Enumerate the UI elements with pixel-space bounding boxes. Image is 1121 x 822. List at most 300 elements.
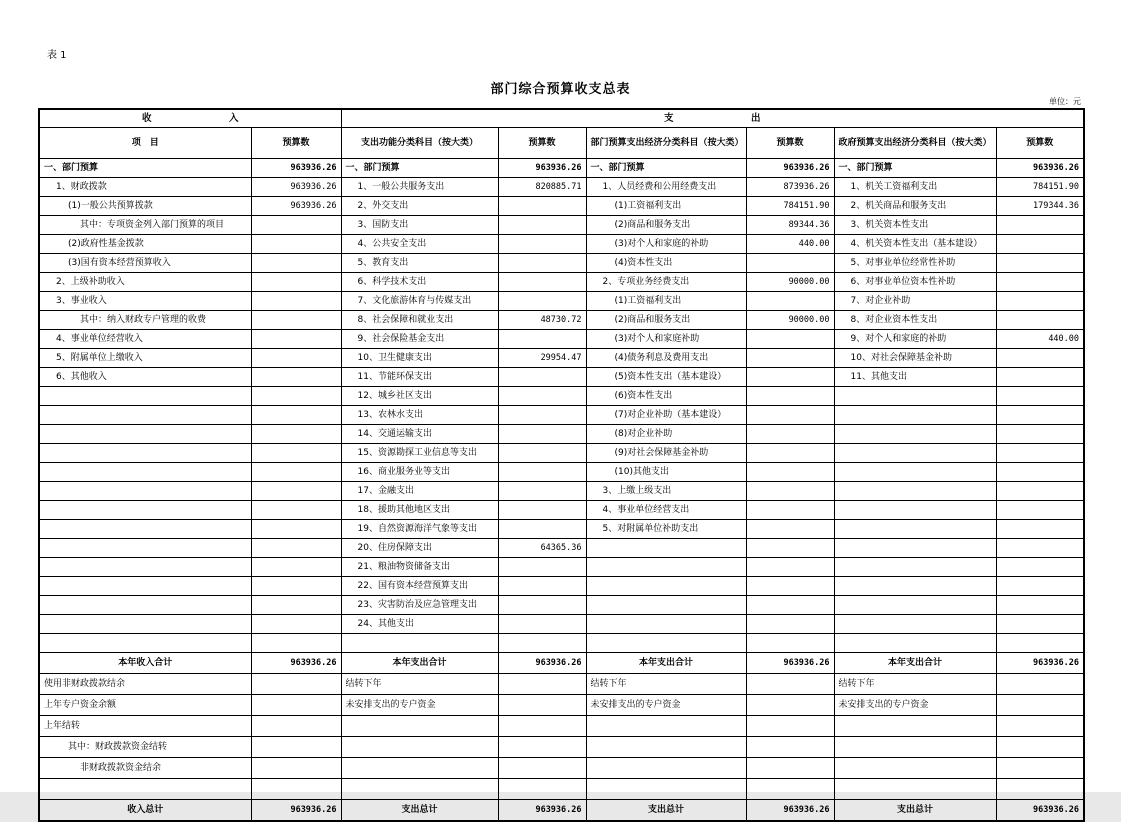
amount-cell: 963936.26 bbox=[251, 178, 341, 197]
amount-cell bbox=[498, 216, 586, 235]
table-row bbox=[39, 178, 1084, 197]
item-cell bbox=[341, 737, 498, 758]
total-row bbox=[39, 800, 1084, 822]
amount-cell: 963936.26 bbox=[996, 653, 1084, 674]
amount-cell bbox=[498, 463, 586, 482]
table-row bbox=[39, 425, 1084, 444]
item-cell: (7)对企业补助（基本建设） bbox=[586, 406, 746, 425]
item-cell bbox=[834, 779, 996, 800]
amount-cell: 963936.26 bbox=[996, 159, 1084, 178]
item-cell: 4、机关资本性支出（基本建设） bbox=[834, 235, 996, 254]
amount-cell bbox=[251, 501, 341, 520]
item-cell: 本年收入合计 bbox=[39, 653, 251, 674]
item-cell bbox=[834, 615, 996, 634]
item-cell: 未安排支出的专户资金 bbox=[341, 695, 498, 716]
amount-cell bbox=[746, 737, 834, 758]
amount-cell bbox=[251, 311, 341, 330]
item-cell bbox=[586, 577, 746, 596]
table-row bbox=[39, 387, 1084, 406]
amount-cell bbox=[746, 634, 834, 653]
amount-cell bbox=[746, 539, 834, 558]
item-cell: 4、事业单位经营收入 bbox=[39, 330, 251, 349]
item-cell bbox=[834, 463, 996, 482]
amount-cell bbox=[996, 501, 1084, 520]
item-cell bbox=[586, 615, 746, 634]
amount-cell bbox=[746, 349, 834, 368]
amount-cell: 820885.71 bbox=[498, 178, 586, 197]
amount-cell bbox=[746, 558, 834, 577]
item-cell bbox=[39, 577, 251, 596]
amount-cell: 963936.26 bbox=[498, 653, 586, 674]
amount-cell bbox=[251, 520, 341, 539]
item-cell: 支出总计 bbox=[586, 800, 746, 822]
item-cell: 结转下年 bbox=[341, 674, 498, 695]
amount-cell: 440.00 bbox=[996, 330, 1084, 349]
item-cell: 一、部门预算 bbox=[341, 159, 498, 178]
item-cell: 6、其他收入 bbox=[39, 368, 251, 387]
amount-cell bbox=[498, 444, 586, 463]
item-cell: 10、卫生健康支出 bbox=[341, 349, 498, 368]
item-cell: (3)国有资本经营预算收入 bbox=[39, 254, 251, 273]
amount-cell: 90000.00 bbox=[746, 273, 834, 292]
col-header-budget-4: 预算数 bbox=[996, 128, 1084, 159]
amount-cell bbox=[498, 482, 586, 501]
amount-cell bbox=[746, 463, 834, 482]
amount-cell bbox=[996, 737, 1084, 758]
item-cell: 非财政拨款资金结余 bbox=[39, 758, 251, 779]
amount-cell bbox=[498, 254, 586, 273]
col-header-gov-econ-class: 政府预算支出经济分类科目（按大类） bbox=[834, 128, 996, 159]
item-cell: 15、资源勘探工业信息等支出 bbox=[341, 444, 498, 463]
amount-cell bbox=[251, 349, 341, 368]
amount-cell: 963936.26 bbox=[251, 800, 341, 822]
amount-cell: 440.00 bbox=[746, 235, 834, 254]
item-cell: 2、上级补助收入 bbox=[39, 273, 251, 292]
item-cell: 3、国防支出 bbox=[341, 216, 498, 235]
amount-cell: 29954.47 bbox=[498, 349, 586, 368]
amount-cell bbox=[996, 387, 1084, 406]
amount-cell: 963936.26 bbox=[746, 653, 834, 674]
item-cell bbox=[834, 482, 996, 501]
item-cell: 未安排支出的专户资金 bbox=[586, 695, 746, 716]
table-row bbox=[39, 292, 1084, 311]
item-cell bbox=[39, 615, 251, 634]
table-row bbox=[39, 197, 1084, 216]
total-row bbox=[39, 716, 1084, 737]
item-cell: 9、社会保险基金支出 bbox=[341, 330, 498, 349]
amount-cell bbox=[251, 558, 341, 577]
item-cell: 2、专项业务经费支出 bbox=[586, 273, 746, 292]
amount-cell bbox=[498, 758, 586, 779]
amount-cell bbox=[746, 292, 834, 311]
amount-cell bbox=[746, 520, 834, 539]
amount-cell: 48730.72 bbox=[498, 311, 586, 330]
item-cell bbox=[834, 501, 996, 520]
amount-cell bbox=[996, 349, 1084, 368]
budget-table bbox=[38, 108, 1085, 822]
item-cell: 5、附属单位上缴收入 bbox=[39, 349, 251, 368]
amount-cell bbox=[746, 425, 834, 444]
item-cell: (2)政府性基金拨款 bbox=[39, 235, 251, 254]
item-cell: 使用非财政拨款结余 bbox=[39, 674, 251, 695]
item-cell: 一、部门预算 bbox=[586, 159, 746, 178]
amount-cell bbox=[251, 716, 341, 737]
amount-cell bbox=[996, 577, 1084, 596]
item-cell bbox=[586, 758, 746, 779]
item-cell: 一、部门预算 bbox=[39, 159, 251, 178]
amount-cell bbox=[996, 444, 1084, 463]
item-cell bbox=[586, 558, 746, 577]
amount-cell bbox=[746, 254, 834, 273]
item-cell: 9、对个人和家庭的补助 bbox=[834, 330, 996, 349]
amount-cell bbox=[746, 387, 834, 406]
item-cell: (2)商品和服务支出 bbox=[586, 216, 746, 235]
table-row bbox=[39, 330, 1084, 349]
amount-cell bbox=[498, 674, 586, 695]
amount-cell bbox=[746, 577, 834, 596]
col-header-function-class: 支出功能分类科目（按大类） bbox=[341, 128, 498, 159]
table-row bbox=[39, 577, 1084, 596]
amount-cell bbox=[996, 758, 1084, 779]
table-row bbox=[39, 634, 1084, 653]
item-cell: 结转下年 bbox=[834, 674, 996, 695]
item-cell bbox=[341, 779, 498, 800]
table-row bbox=[39, 558, 1084, 577]
amount-cell bbox=[746, 695, 834, 716]
amount-cell bbox=[251, 463, 341, 482]
amount-cell bbox=[251, 482, 341, 501]
item-cell: 上年结转 bbox=[39, 716, 251, 737]
amount-cell bbox=[498, 425, 586, 444]
amount-cell bbox=[498, 695, 586, 716]
item-cell: 13、农林水支出 bbox=[341, 406, 498, 425]
item-cell: 4、事业单位经营支出 bbox=[586, 501, 746, 520]
table-row bbox=[39, 539, 1084, 558]
item-cell: (1)一般公共预算拨款 bbox=[39, 197, 251, 216]
amount-cell bbox=[251, 292, 341, 311]
amount-cell bbox=[498, 596, 586, 615]
table-row bbox=[39, 311, 1084, 330]
amount-cell bbox=[251, 444, 341, 463]
amount-cell bbox=[251, 577, 341, 596]
item-cell bbox=[586, 634, 746, 653]
item-cell: 11、其他支出 bbox=[834, 368, 996, 387]
table-row bbox=[39, 159, 1084, 178]
amount-cell bbox=[498, 406, 586, 425]
item-cell bbox=[39, 558, 251, 577]
item-cell: 5、对附属单位补助支出 bbox=[586, 520, 746, 539]
amount-cell bbox=[996, 634, 1084, 653]
item-cell: (5)资本性支出（基本建设） bbox=[586, 368, 746, 387]
amount-cell bbox=[996, 292, 1084, 311]
item-cell: (8)对企业补助 bbox=[586, 425, 746, 444]
table-row bbox=[39, 463, 1084, 482]
item-cell: 本年支出合计 bbox=[834, 653, 996, 674]
item-cell: 23、灾害防治及应急管理支出 bbox=[341, 596, 498, 615]
amount-cell bbox=[251, 634, 341, 653]
amount-cell bbox=[746, 368, 834, 387]
item-cell bbox=[39, 596, 251, 615]
item-cell: 4、公共安全支出 bbox=[341, 235, 498, 254]
item-cell: 5、教育支出 bbox=[341, 254, 498, 273]
amount-cell bbox=[251, 779, 341, 800]
table-row bbox=[39, 349, 1084, 368]
item-cell: (6)资本性支出 bbox=[586, 387, 746, 406]
item-cell: 20、住房保障支出 bbox=[341, 539, 498, 558]
item-cell: 17、金融支出 bbox=[341, 482, 498, 501]
item-cell bbox=[341, 634, 498, 653]
item-cell: 一、部门预算 bbox=[834, 159, 996, 178]
item-cell: 其中：专项资金列入部门预算的项目 bbox=[39, 216, 251, 235]
amount-cell bbox=[996, 539, 1084, 558]
item-cell: (1)工资福利支出 bbox=[586, 197, 746, 216]
amount-cell bbox=[746, 674, 834, 695]
item-cell bbox=[586, 596, 746, 615]
item-cell: 1、一般公共服务支出 bbox=[341, 178, 498, 197]
amount-cell bbox=[251, 737, 341, 758]
item-cell: 10、对社会保障基金补助 bbox=[834, 349, 996, 368]
amount-cell: 784151.90 bbox=[746, 197, 834, 216]
item-cell bbox=[834, 577, 996, 596]
table-row bbox=[39, 596, 1084, 615]
item-cell: 3、事业收入 bbox=[39, 292, 251, 311]
amount-cell bbox=[498, 615, 586, 634]
amount-cell bbox=[746, 406, 834, 425]
amount-cell: 963936.26 bbox=[251, 197, 341, 216]
item-cell bbox=[834, 444, 996, 463]
item-cell: (1)工资福利支出 bbox=[586, 292, 746, 311]
amount-cell bbox=[251, 596, 341, 615]
amount-cell bbox=[251, 273, 341, 292]
item-cell: 1、人员经费和公用经费支出 bbox=[586, 178, 746, 197]
item-cell: 支出总计 bbox=[834, 800, 996, 822]
amount-cell bbox=[498, 273, 586, 292]
item-cell bbox=[39, 520, 251, 539]
item-cell: 6、科学技术支出 bbox=[341, 273, 498, 292]
item-cell: 21、粮油物资储备支出 bbox=[341, 558, 498, 577]
amount-cell bbox=[498, 779, 586, 800]
amount-cell bbox=[996, 558, 1084, 577]
amount-cell bbox=[251, 758, 341, 779]
amount-cell bbox=[746, 444, 834, 463]
item-cell: 上年专户资金余额 bbox=[39, 695, 251, 716]
item-cell: 5、对事业单位经常性补助 bbox=[834, 254, 996, 273]
group-header-row bbox=[39, 109, 1084, 128]
item-cell bbox=[39, 482, 251, 501]
amount-cell bbox=[498, 368, 586, 387]
amount-cell bbox=[251, 406, 341, 425]
item-cell bbox=[39, 501, 251, 520]
amount-cell bbox=[251, 674, 341, 695]
amount-cell bbox=[251, 235, 341, 254]
expense-group-header: 支 出 bbox=[341, 109, 1084, 128]
total-row bbox=[39, 653, 1084, 674]
amount-cell bbox=[996, 716, 1084, 737]
amount-cell bbox=[498, 292, 586, 311]
item-cell: (4)债务利息及费用支出 bbox=[586, 349, 746, 368]
page-title: 部门综合预算收支总表 bbox=[490, 82, 631, 97]
item-cell: 8、对企业资本性支出 bbox=[834, 311, 996, 330]
item-cell: 1、机关工资福利支出 bbox=[834, 178, 996, 197]
amount-cell: 64365.36 bbox=[498, 539, 586, 558]
amount-cell bbox=[251, 387, 341, 406]
item-cell bbox=[39, 539, 251, 558]
item-cell bbox=[341, 716, 498, 737]
item-cell: 本年支出合计 bbox=[341, 653, 498, 674]
unit-label: 单位：元 bbox=[1049, 97, 1081, 106]
item-cell bbox=[39, 634, 251, 653]
amount-cell bbox=[746, 596, 834, 615]
amount-cell bbox=[251, 615, 341, 634]
col-header-budget-2: 预算数 bbox=[498, 128, 586, 159]
item-cell: 其中：财政拨款资金结转 bbox=[39, 737, 251, 758]
amount-cell bbox=[251, 254, 341, 273]
amount-cell bbox=[996, 311, 1084, 330]
item-cell bbox=[834, 737, 996, 758]
amount-cell: 963936.26 bbox=[746, 800, 834, 822]
amount-cell bbox=[498, 634, 586, 653]
amount-cell bbox=[498, 716, 586, 737]
amount-cell bbox=[498, 197, 586, 216]
amount-cell bbox=[498, 558, 586, 577]
amount-cell: 963936.26 bbox=[996, 800, 1084, 822]
item-cell bbox=[39, 779, 251, 800]
item-cell bbox=[834, 596, 996, 615]
col-header-budget-3: 预算数 bbox=[746, 128, 834, 159]
amount-cell bbox=[746, 330, 834, 349]
table-row bbox=[39, 444, 1084, 463]
item-cell: 19、自然资源海洋气象等支出 bbox=[341, 520, 498, 539]
item-cell: 收入总计 bbox=[39, 800, 251, 822]
item-cell: 3、上缴上级支出 bbox=[586, 482, 746, 501]
total-row bbox=[39, 674, 1084, 695]
amount-cell bbox=[996, 273, 1084, 292]
table-row bbox=[39, 501, 1084, 520]
amount-cell bbox=[251, 539, 341, 558]
item-cell: 22、国有资本经营预算支出 bbox=[341, 577, 498, 596]
amount-cell bbox=[498, 387, 586, 406]
total-row bbox=[39, 737, 1084, 758]
item-cell: 其中：纳入财政专户管理的收费 bbox=[39, 311, 251, 330]
col-header-item: 项 目 bbox=[39, 128, 251, 159]
amount-cell: 963936.26 bbox=[746, 159, 834, 178]
item-cell bbox=[39, 444, 251, 463]
table-row bbox=[39, 273, 1084, 292]
amount-cell bbox=[996, 235, 1084, 254]
item-cell: 7、对企业补助 bbox=[834, 292, 996, 311]
amount-cell: 963936.26 bbox=[251, 653, 341, 674]
amount-cell bbox=[746, 482, 834, 501]
amount-cell bbox=[746, 758, 834, 779]
amount-cell bbox=[251, 425, 341, 444]
amount-cell bbox=[996, 615, 1084, 634]
amount-cell bbox=[996, 482, 1084, 501]
item-cell: 7、文化旅游体育与传媒支出 bbox=[341, 292, 498, 311]
item-cell bbox=[39, 406, 251, 425]
amount-cell: 89344.36 bbox=[746, 216, 834, 235]
amount-cell bbox=[498, 520, 586, 539]
amount-cell bbox=[996, 216, 1084, 235]
item-cell bbox=[834, 387, 996, 406]
item-cell: 未安排支出的专户资金 bbox=[834, 695, 996, 716]
amount-cell bbox=[746, 716, 834, 737]
table-row bbox=[39, 254, 1084, 273]
amount-cell bbox=[498, 501, 586, 520]
item-cell: 支出总计 bbox=[341, 800, 498, 822]
amount-cell bbox=[996, 520, 1084, 539]
table-row bbox=[39, 235, 1084, 254]
item-cell bbox=[834, 558, 996, 577]
item-cell bbox=[834, 539, 996, 558]
total-row bbox=[39, 695, 1084, 716]
amount-cell bbox=[251, 695, 341, 716]
item-cell bbox=[834, 520, 996, 539]
item-cell: 3、机关资本性支出 bbox=[834, 216, 996, 235]
amount-cell bbox=[251, 368, 341, 387]
table-row bbox=[39, 615, 1084, 634]
amount-cell bbox=[251, 216, 341, 235]
table-row bbox=[39, 216, 1084, 235]
item-cell: 18、援助其他地区支出 bbox=[341, 501, 498, 520]
item-cell: 12、城乡社区支出 bbox=[341, 387, 498, 406]
amount-cell bbox=[498, 737, 586, 758]
item-cell: 2、机关商品和服务支出 bbox=[834, 197, 996, 216]
item-cell: (4)资本性支出 bbox=[586, 254, 746, 273]
item-cell: (9)对社会保障基金补助 bbox=[586, 444, 746, 463]
item-cell bbox=[834, 758, 996, 779]
item-cell: 24、其他支出 bbox=[341, 615, 498, 634]
item-cell: 结转下年 bbox=[586, 674, 746, 695]
table-body bbox=[39, 159, 1084, 822]
amount-cell bbox=[996, 463, 1084, 482]
amount-cell: 963936.26 bbox=[251, 159, 341, 178]
table-row bbox=[39, 520, 1084, 539]
item-cell bbox=[39, 387, 251, 406]
income-group-header: 收 入 bbox=[39, 109, 341, 128]
item-cell: 本年支出合计 bbox=[586, 653, 746, 674]
col-header-budget-1: 预算数 bbox=[251, 128, 341, 159]
amount-cell bbox=[996, 368, 1084, 387]
table-row bbox=[39, 406, 1084, 425]
amount-cell bbox=[746, 779, 834, 800]
table-row bbox=[39, 368, 1084, 387]
amount-cell: 179344.36 bbox=[996, 197, 1084, 216]
amount-cell bbox=[996, 596, 1084, 615]
amount-cell bbox=[498, 330, 586, 349]
amount-cell: 873936.26 bbox=[746, 178, 834, 197]
item-cell: 16、商业服务业等支出 bbox=[341, 463, 498, 482]
item-cell bbox=[586, 737, 746, 758]
item-cell bbox=[834, 716, 996, 737]
amount-cell bbox=[996, 406, 1084, 425]
amount-cell bbox=[498, 577, 586, 596]
item-cell: (10)其他支出 bbox=[586, 463, 746, 482]
column-header-row bbox=[39, 128, 1084, 159]
item-cell: (3)对个人和家庭的补助 bbox=[586, 235, 746, 254]
item-cell: 1、财政拨款 bbox=[39, 178, 251, 197]
item-cell: 2、外交支出 bbox=[341, 197, 498, 216]
item-cell: 14、交通运输支出 bbox=[341, 425, 498, 444]
item-cell: 8、社会保障和就业支出 bbox=[341, 311, 498, 330]
item-cell: 11、节能环保支出 bbox=[341, 368, 498, 387]
item-cell bbox=[834, 425, 996, 444]
amount-cell: 963936.26 bbox=[498, 800, 586, 822]
amount-cell bbox=[498, 235, 586, 254]
total-row bbox=[39, 758, 1084, 779]
item-cell bbox=[834, 634, 996, 653]
item-cell bbox=[39, 425, 251, 444]
amount-cell bbox=[996, 674, 1084, 695]
